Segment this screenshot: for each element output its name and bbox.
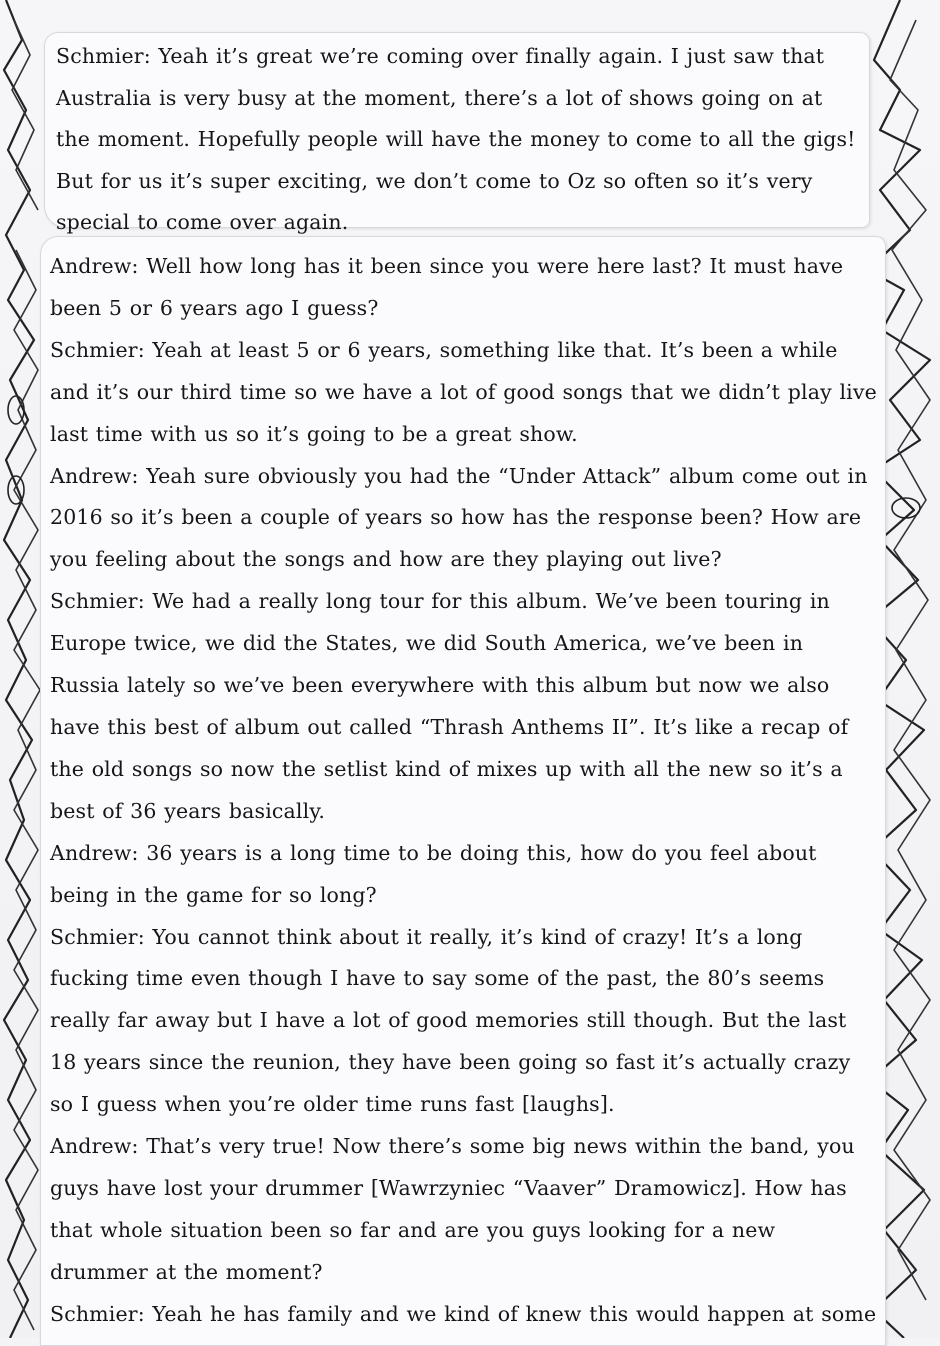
interview-text-top <box>56 36 862 244</box>
interview-paragraph: Schmier: Yeah it’s great we’re coming over finally again. I just saw that Australia is very busy at the moment, there’s a lot of shows going on at the moment. Hopefully people will have the money to come to all the gigs! But for us it’s super exciting, we don’t come to Oz so often so it’s very special to come over again. <box>56 44 856 234</box>
interview-paragraph: Andrew: Yeah sure obviously you had the “Under Attack” album come out in 2016 so it’s been a couple of years so how has the response been? How are you feeling about the songs and how are they playing out live? <box>50 463 868 572</box>
interview-paragraph: Andrew: Well how long has it been since you were here last? It must have been 5 or 6 years ago I guess? <box>50 254 844 320</box>
interview-paragraph: Andrew: That’s very true! Now there’s some big news within the band, you guys have lost your drummer [Wawrzyniec “Vaaver” Dramowicz]. How has that whole situation been so far and are you guys looking for a new drummer at the moment? <box>50 1134 855 1284</box>
interview-text-main <box>50 246 880 1336</box>
interview-paragraph: Schmier: We had a really long tour for this album. We’ve been touring in Europe twice, we did the States, we did South America, we’ve been in Russia lately so we’ve been everywhere with this album but now we also have this best of album out called “Thrash Anthems II”. It’s like a recap of the old songs so now the setlist kind of mixes up with all the new so it’s a best of 36 years basically. <box>50 589 849 823</box>
interview-paragraph: Schmier: You cannot think about it really, it’s kind of crazy! It’s a long fucking time even though I have to say some of the past, the 80’s seems really far away but I have a lot of good memories still though. But the last 18 years since the reunion, they have been going so fast it’s actually crazy so I guess when you’re older time runs fast [laughs]. <box>50 924 851 1117</box>
interview-paragraph: Schmier: Yeah at least 5 or 6 years, something like that. It’s been a while and it’s our third time so we have a lot of good songs that we didn’t play live last time with us so it’s going to be a great show. <box>50 337 877 446</box>
interview-paragraph: Schmier: Yeah he has family and we kind of knew this would happen at some <box>50 1301 877 1326</box>
interview-paragraph: Andrew: 36 years is a long time to be doing this, how do you feel about being in the game for so long? <box>50 840 817 907</box>
